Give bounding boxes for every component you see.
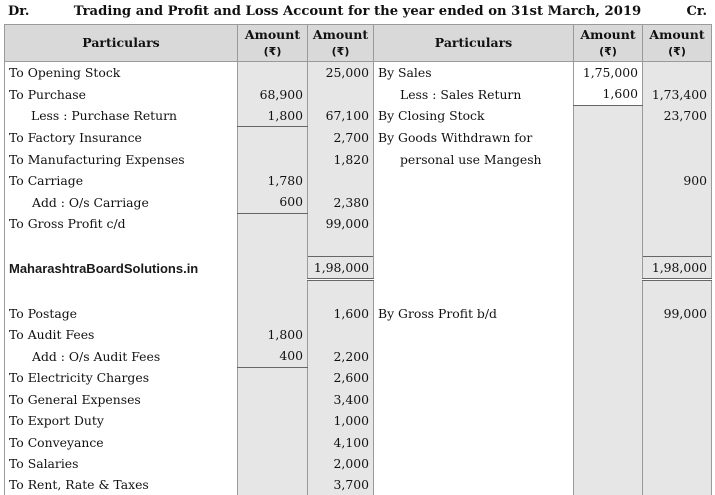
carriage-amount: 1,780 (238, 170, 308, 191)
table-row (5, 213, 712, 235)
table-row (5, 410, 712, 431)
manufacturing-expenses-total: 1,820 (308, 149, 374, 170)
table-row (5, 62, 712, 84)
table-row (5, 83, 712, 105)
goods-withdrawn-label-2: personal use Mangesh (400, 151, 542, 167)
purchase-return-label: Less : Purchase Return (5, 105, 238, 127)
credit-amount-header-1 (574, 25, 643, 62)
table-header-row (5, 25, 712, 62)
postage-total: 1,600 (308, 303, 374, 324)
trading-total-row (5, 257, 712, 280)
salaries-total: 2,000 (308, 453, 374, 474)
gross-profit-cd-label: To Gross Profit c/d (5, 213, 238, 235)
table-row (5, 280, 712, 303)
purchase-label: To Purchase (5, 83, 238, 105)
carriage-label: To Carriage (5, 170, 238, 191)
debit-amount-header-2 (308, 25, 374, 62)
table-row (5, 105, 712, 127)
table-row (5, 474, 712, 495)
debit-amount-header-1 (238, 25, 308, 62)
carriage-total: 2,380 (308, 191, 374, 213)
electricity-label: To Electricity Charges (5, 367, 238, 389)
currency-label: (₹) (263, 44, 282, 58)
currency-label: (₹) (599, 44, 617, 58)
closing-stock-total: 23,700 (643, 105, 712, 127)
os-carriage-amount: 600 (238, 191, 308, 213)
credit-label: Cr. (686, 4, 707, 19)
os-audit-fees-label: Add : O/s Audit Fees (5, 345, 238, 367)
net-purchase-total: 67,100 (308, 105, 374, 127)
export-duty-total: 1,000 (308, 410, 374, 431)
audit-fees-amount: 1,800 (238, 324, 308, 345)
account-title-bar (0, 0, 715, 24)
sales-return-amount: 1,600 (574, 83, 643, 105)
account-title: Trading and Profit and Loss Account for the year ended on 31st March, 2019 (73, 4, 642, 19)
gross-profit-bd-total: 99,000 (643, 303, 712, 324)
net-sales-total: 1,73,400 (643, 83, 712, 105)
currency-label: (₹) (331, 44, 350, 58)
sales-amount: 1,75,000 (574, 62, 643, 84)
debit-label: Dr. (8, 4, 30, 19)
table-row (5, 149, 712, 170)
credit-particulars-header: Particulars (374, 25, 574, 62)
factory-insurance-total: 2,700 (308, 127, 374, 149)
sales-label: By Sales (378, 65, 432, 80)
os-carriage-label: Add : O/s Carriage (5, 191, 238, 213)
table-row (5, 235, 712, 257)
rent-total: 3,700 (308, 474, 374, 495)
table-row (5, 389, 712, 410)
table-row (5, 432, 712, 453)
os-audit-fees-amount: 400 (238, 345, 308, 367)
amount-label: Amount (649, 26, 705, 42)
table-row (5, 191, 712, 213)
currency-label: (₹) (668, 44, 686, 58)
table-row (5, 345, 712, 367)
gross-profit-cd-total: 99,000 (308, 213, 374, 235)
salaries-label: To Salaries (5, 453, 238, 474)
watermark-text: MaharashtraBoardSolutions.in (9, 260, 199, 276)
opening-stock-label: To Opening Stock (5, 62, 238, 84)
audit-fees-label: To Audit Fees (5, 324, 238, 345)
conveyance-total: 4,100 (308, 432, 374, 453)
amount-label: Amount (312, 26, 369, 42)
audit-fees-total: 2,200 (308, 345, 374, 367)
table-row (5, 127, 712, 149)
table-row (5, 453, 712, 474)
conveyance-label: To Conveyance (5, 432, 238, 453)
gross-profit-bd-label: By Gross Profit b/d (378, 305, 497, 321)
general-expenses-total: 3,400 (308, 389, 374, 410)
postage-label: To Postage (5, 303, 238, 324)
goods-withdrawn-total: 900 (643, 170, 712, 191)
rent-label: To Rent, Rate & Taxes (5, 474, 238, 495)
debit-particulars-header: Particulars (5, 25, 238, 62)
trading-profit-loss-table (4, 24, 712, 495)
manufacturing-expenses-label: To Manufacturing Expenses (5, 149, 238, 170)
goods-withdrawn-label: By Goods Withdrawn for (378, 130, 533, 146)
amount-label: Amount (580, 26, 636, 42)
electricity-total: 2,600 (308, 367, 374, 389)
amount-label: Amount (244, 26, 301, 42)
opening-stock-total: 25,000 (308, 62, 374, 84)
table-row (5, 170, 712, 191)
debit-trading-total: 1,98,000 (308, 257, 374, 280)
sales-return-label: Less : Sales Return (400, 86, 522, 102)
table-row (5, 303, 712, 324)
purchase-return-amount: 1,800 (238, 105, 308, 127)
table-row (5, 324, 712, 345)
export-duty-label: To Export Duty (5, 410, 238, 431)
factory-insurance-label: To Factory Insurance (5, 127, 238, 149)
closing-stock-label: By Closing Stock (378, 108, 485, 124)
purchase-amount: 68,900 (238, 83, 308, 105)
general-expenses-label: To General Expenses (5, 389, 238, 410)
credit-trading-total: 1,98,000 (643, 257, 712, 280)
credit-amount-header-2 (643, 25, 712, 62)
table-row (5, 367, 712, 389)
